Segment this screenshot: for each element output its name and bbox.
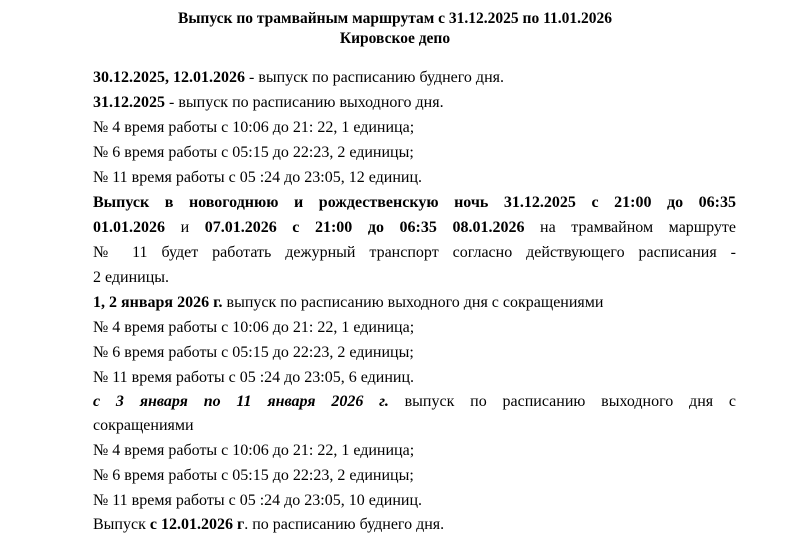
paragraph-text: - выпуск по расписанию выходного дня.: [165, 94, 444, 111]
paragraph-text: выпуск по расписанию выходного дня с: [388, 393, 737, 410]
paragraph-jan-3-11: [93, 392, 736, 412]
document-title: Выпуск по трамвайным маршрутам с 31.12.2025 по 11.01.2026: [177, 10, 613, 27]
paragraph-text: на трамвайном маршруте: [524, 219, 736, 236]
night-service-line-1: [93, 193, 736, 213]
paragraph-jan-3-11-cont: сокращениями: [93, 417, 194, 434]
paragraph-text: . по расписанию буднего дня.: [244, 516, 445, 533]
paragraph-dec31: [93, 93, 736, 113]
paragraph-weekday-dates: [93, 68, 736, 88]
route-11-schedule: № 11 время работы с 05 :24 до 23:05, 12 единиц.: [93, 169, 422, 186]
paragraph-text: выпуск по расписанию выходного дня с сокращениями: [222, 294, 604, 311]
route-6-schedule: № 6 время работы с 05:15 до 22:23, 2 единицы;: [93, 344, 414, 361]
dates-bold-italic: с 3 января по 11 января 2026 г.: [93, 393, 389, 410]
night-service-bold: Выпуск в новогоднюю и рождественскую ночь 31.12.2025 с 21:00 до 06:35: [93, 194, 736, 211]
night-service-line-3: № 11 будет работать дежурный транспорт согласно действующего расписания -: [93, 244, 736, 261]
route-11-schedule: № 11 время работы с 05 :24 до 23:05, 6 единиц.: [93, 369, 414, 386]
route-4-schedule: № 4 время работы с 10:06 до 21: 22, 1 единица;: [93, 319, 415, 336]
paragraph-jan-1-2: [93, 293, 736, 313]
paragraph-text: Выпуск: [93, 516, 150, 533]
dates-bold: 30.12.2025, 12.01.2026: [93, 69, 245, 86]
date-bold: 01.01.2026: [93, 219, 165, 236]
conjunction-text: и: [165, 219, 205, 236]
route-4-schedule: № 4 время работы с 10:06 до 21: 22, 1 единица;: [93, 442, 415, 459]
dates-bold: 1, 2 января 2026 г.: [93, 294, 223, 311]
route-4-schedule: № 4 время работы с 10:06 до 21: 22, 1 единица;: [93, 119, 415, 136]
date-bold: с 12.01.2026 г: [149, 516, 245, 533]
dates-bold: 07.01.2026 с 21:00 до 06:35 08.01.2026: [204, 219, 525, 236]
depot-name: Кировское депо: [339, 30, 451, 47]
night-service-line-2: [93, 218, 736, 238]
route-11-schedule: № 11 время работы с 05 :24 до 23:05, 10 единиц.: [93, 492, 422, 509]
paragraph-from-jan-12: [93, 515, 736, 535]
route-6-schedule: № 6 время работы с 05:15 до 22:23, 2 единицы;: [93, 467, 414, 484]
paragraph-text: - выпуск по расписанию буднего дня.: [245, 69, 504, 86]
night-service-line-4: 2 единицы.: [93, 269, 170, 286]
dates-bold: 31.12.2025: [93, 94, 165, 111]
route-6-schedule: № 6 время работы с 05:15 до 22:23, 2 единицы;: [93, 144, 414, 161]
